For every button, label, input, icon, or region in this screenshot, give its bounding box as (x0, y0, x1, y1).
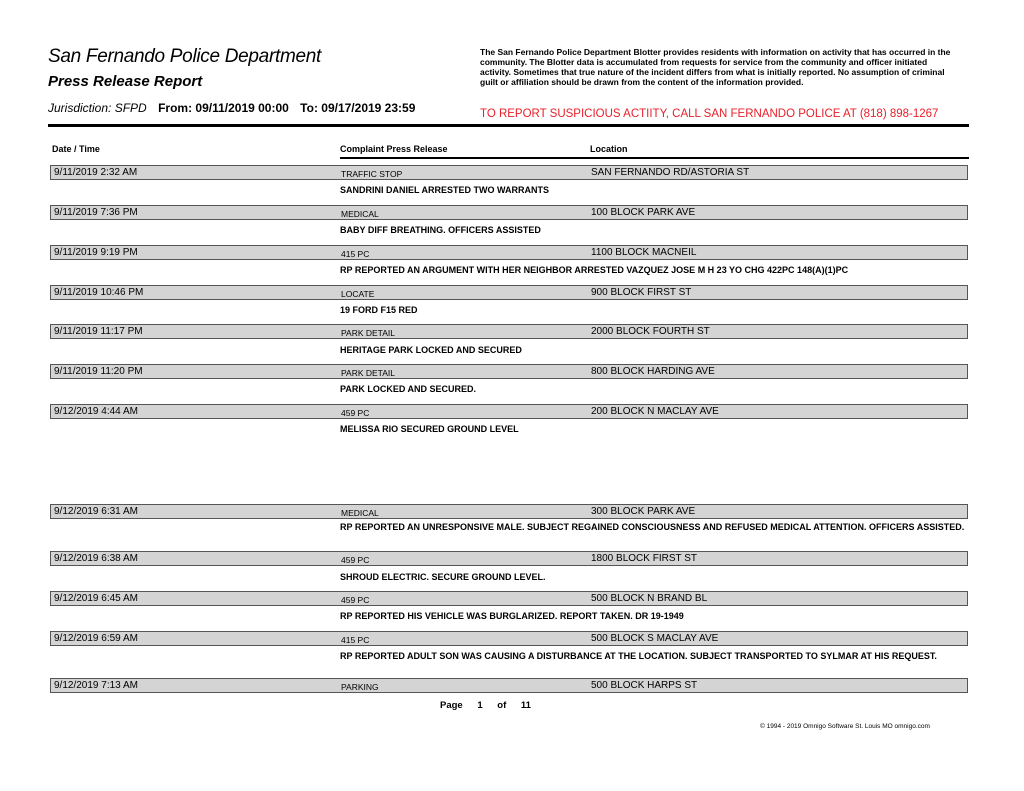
report-parameters (48, 101, 415, 115)
from-label: From: (158, 101, 193, 115)
record-row (50, 245, 968, 260)
from-value: 09/11/2019 00:00 (195, 101, 289, 115)
page-label: Page (440, 700, 463, 711)
record-row (50, 504, 968, 519)
record-row (50, 285, 968, 300)
record-row (50, 324, 968, 339)
record-type: MEDICAL (341, 508, 379, 518)
record-location: 500 BLOCK HARPS ST (591, 680, 698, 691)
record-location: 1800 BLOCK FIRST ST (591, 553, 697, 564)
record-datetime: 9/11/2019 10:46 PM (54, 287, 144, 298)
record-datetime: 9/12/2019 6:31 AM (54, 506, 138, 517)
record-location: 300 BLOCK PARK AVE (591, 506, 696, 517)
page-current: 1 (477, 700, 483, 711)
record-datetime: 9/12/2019 7:13 AM (54, 680, 138, 691)
blotter-disclaimer: The San Fernando Police Department Blotter provides residents with information on activity that has occurred in the community. The Blotter data is accumulated from requests for service from the community and officer initiated activity. Sometimes that true nature of the incident differs from what is initially reported. No assumption of criminal guilt or affiliation should be drawn from the content of the information provided. (480, 47, 951, 87)
page-total: 11 (520, 700, 531, 711)
record-type: TRAFFIC STOP (341, 169, 403, 179)
header-divider (48, 124, 969, 127)
record-location: 500 BLOCK S MACLAY AVE (591, 633, 719, 644)
record-datetime: 9/11/2019 7:36 PM (54, 207, 138, 218)
page-indicator (440, 700, 543, 711)
column-header-divider (340, 157, 969, 159)
report-title: Press Release Report (48, 73, 203, 90)
record-row (50, 631, 968, 646)
record-description: BABY DIFF BREATHING. OFFICERS ASSISTED (340, 225, 541, 235)
record-type: PARKING (341, 682, 379, 692)
record-location: 1100 BLOCK MACNEIL (591, 247, 697, 258)
copyright: © 1994 - 2019 Omnigo Software St. Louis MO omnigo.com (760, 723, 930, 730)
record-row (50, 205, 968, 220)
department-name: San Fernando Police Department (48, 46, 321, 67)
record-type: 415 PC (341, 635, 370, 645)
record-datetime: 9/11/2019 2:32 AM (54, 167, 138, 178)
record-type: MEDICAL (341, 209, 379, 219)
record-description: MELISSA RIO SECURED GROUND LEVEL (340, 424, 519, 434)
record-datetime: 9/12/2019 6:45 AM (54, 593, 138, 604)
record-location: 2000 BLOCK FOURTH ST (591, 326, 710, 337)
jurisdiction-value: SFPD (114, 101, 147, 115)
record-row (50, 551, 968, 566)
record-type: 459 PC (341, 408, 370, 418)
record-type: PARK DETAIL (341, 368, 396, 378)
record-datetime: 9/11/2019 11:17 PM (54, 326, 143, 337)
record-location: 500 BLOCK N BRAND BL (591, 593, 708, 604)
column-header-datetime: Date / Time (52, 144, 100, 154)
to-label: To: (300, 101, 318, 115)
record-type: 459 PC (341, 555, 370, 565)
record-description: PARK LOCKED AND SECURED. (340, 384, 477, 394)
record-row (50, 165, 968, 180)
record-datetime: 9/12/2019 6:59 AM (54, 633, 138, 644)
record-row (50, 364, 968, 379)
column-header-complaint: Complaint Press Release (340, 144, 448, 154)
record-description: RP REPORTED ADULT SON WAS CAUSING A DISTURBANCE AT THE LOCATION. SUBJECT TRANSPORTED TO SYLMAR AT HIS REQUEST. (340, 651, 937, 661)
record-datetime: 9/12/2019 6:38 AM (54, 553, 138, 564)
record-row (50, 678, 968, 693)
page-of: of (497, 700, 507, 711)
record-row (50, 591, 968, 606)
record-description: RP REPORTED AN UNRESPONSIVE MALE. SUBJECT REGAINED CONSCIOUSNESS AND REFUSED MEDICAL ATTENTION. OFFICERS ASSISTED. (340, 522, 965, 532)
record-type: 415 PC (341, 249, 370, 259)
to-value: 09/17/2019 23:59 (321, 101, 416, 115)
record-location: 800 BLOCK HARDING AVE (591, 366, 715, 377)
record-description: HERITAGE PARK LOCKED AND SECURED (340, 345, 522, 355)
suspicious-activity-warning: TO REPORT SUSPICIOUS ACTIITY, CALL SAN FERNANDO POLICE AT (818) 898-1267 (480, 108, 939, 120)
record-location: 100 BLOCK PARK AVE (591, 207, 696, 218)
column-header-location: Location (590, 144, 628, 154)
record-description: SHROUD ELECTRIC. SECURE GROUND LEVEL. (340, 572, 546, 582)
record-row (50, 404, 968, 419)
record-type: LOCATE (341, 289, 375, 299)
record-location: SAN FERNANDO RD/ASTORIA ST (591, 167, 750, 178)
record-description: RP REPORTED AN ARGUMENT WITH HER NEIGHBOR ARRESTED VAZQUEZ JOSE M H 23 YO CHG 422PC 148(A)(1)PC (340, 265, 849, 275)
record-datetime: 9/11/2019 9:19 PM (54, 247, 138, 258)
record-description: SANDRINI DANIEL ARRESTED TWO WARRANTS (340, 185, 549, 195)
record-location: 900 BLOCK FIRST ST (591, 287, 692, 298)
record-type: PARK DETAIL (341, 328, 396, 338)
record-datetime: 9/11/2019 11:20 PM (54, 366, 143, 377)
record-description: RP REPORTED HIS VEHICLE WAS BURGLARIZED. REPORT TAKEN. DR 19-1949 (340, 611, 684, 621)
record-location: 200 BLOCK N MACLAY AVE (591, 406, 719, 417)
record-type: 459 PC (341, 595, 370, 605)
record-datetime: 9/12/2019 4:44 AM (54, 406, 138, 417)
jurisdiction-label: Jurisdiction: (48, 101, 112, 115)
record-description: 19 FORD F15 RED (340, 305, 418, 315)
